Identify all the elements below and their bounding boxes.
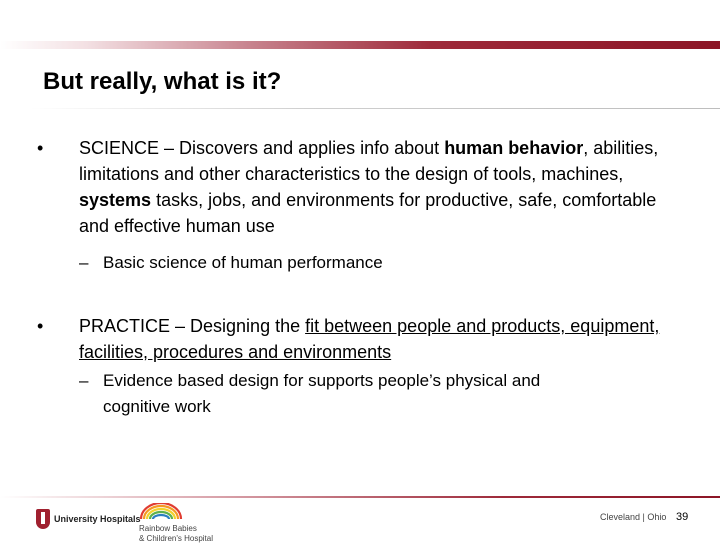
uh-logo-text: University Hospitals xyxy=(54,514,141,524)
rainbow-icon xyxy=(137,503,185,519)
practice-lead: PRACTICE – Designing the xyxy=(79,316,306,336)
university-hospitals-logo xyxy=(36,509,141,529)
sub-text-practice-2: cognitive work xyxy=(103,397,211,416)
title-divider xyxy=(30,108,720,109)
header-accent-band xyxy=(0,41,720,49)
sub-text-science: Basic science of human performance xyxy=(103,253,383,272)
sub-text-practice-1: Evidence based design for supports people’s physical and xyxy=(103,371,541,390)
rainbow-babies-logo xyxy=(137,503,213,544)
science-tail: tasks, jobs, and environments for productive, safe, comfortable and effective human use xyxy=(79,190,657,236)
rb-logo-text-2: & Children's Hospital xyxy=(139,534,214,543)
sub-dash-1: – xyxy=(79,253,89,272)
sub-bullet-science xyxy=(79,250,659,276)
slide-title: But really, what is it? xyxy=(43,68,282,95)
sub-dash-2: – xyxy=(79,371,89,390)
science-mid: , abilities, limitations and other characteristics to the design of tools, machines, xyxy=(79,138,659,184)
shield-icon xyxy=(36,509,50,529)
science-bold-systems: systems xyxy=(79,190,152,210)
science-lead: SCIENCE – Discovers and applies info about xyxy=(79,138,445,158)
bullet-text-science xyxy=(79,135,679,239)
footer-divider xyxy=(0,496,720,498)
bullet-marker-2: • xyxy=(37,316,44,336)
rb-logo-text-1: Rainbow Babies xyxy=(139,524,197,533)
cleveland-ohio-label: Cleveland | Ohio xyxy=(600,512,667,522)
page-number: 39 xyxy=(676,511,689,523)
science-bold-human-behavior: human behavior xyxy=(444,138,584,158)
bullet-marker-1: • xyxy=(37,138,44,158)
sub-bullet-practice xyxy=(79,368,659,420)
bullet-text-practice xyxy=(79,313,679,365)
practice-underlined: fit between people and products, equipment, facilities, procedures and environments xyxy=(79,316,660,362)
